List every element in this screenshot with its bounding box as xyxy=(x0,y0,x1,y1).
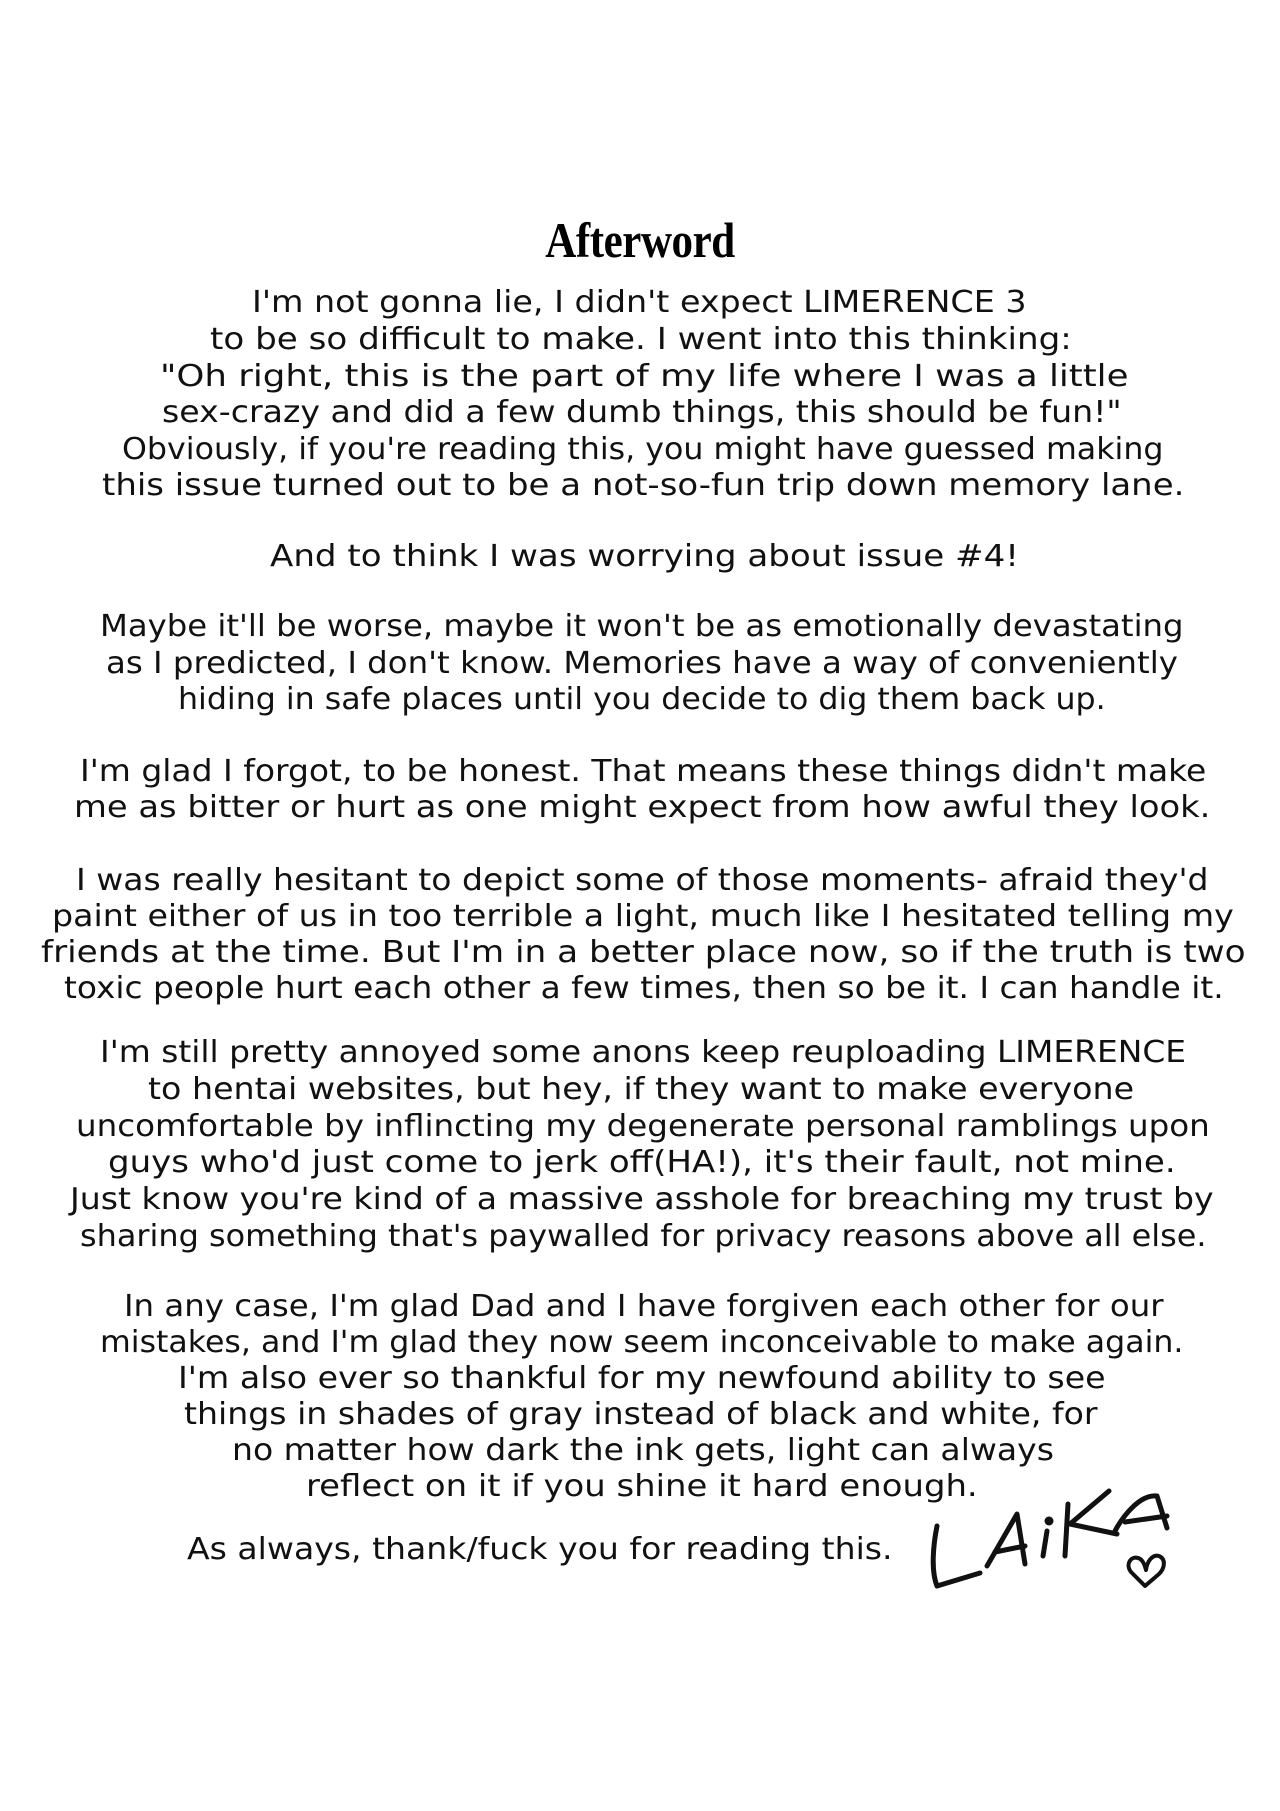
page-title: Afterword xyxy=(545,212,735,268)
paragraph-1-line: I'm not gonna lie, I didn't expect LIMERENCE 3 xyxy=(252,285,1027,320)
paragraph-3-line: hiding in safe places until you decide to dig them back up. xyxy=(178,682,1106,717)
paragraph-7-line: no matter how dark the ink gets, light can always xyxy=(232,1433,1054,1468)
paragraph-6-line: guys who'd just come to jerk off(HA!), it's their fault, not mine. xyxy=(108,1145,1176,1180)
paragraph-4-line: me as bitter or hurt as one might expect from how awful they look. xyxy=(74,790,1211,825)
paragraph-4-line: I'm glad I forgot, to be honest. That means these things didn't make xyxy=(80,754,1207,789)
paragraph-1-line: to be so difficult to make. I went into this thinking: xyxy=(210,322,1072,357)
paragraph-7-line: mistakes, and I'm glad they now seem inconceivable to make again. xyxy=(100,1325,1184,1360)
paragraph-1-line: "Oh right, this is the part of my life where I was a little xyxy=(160,359,1129,394)
paragraph-7-line: I'm also ever so thankful for my newfound ability to see xyxy=(178,1361,1106,1396)
paragraph-1-line: sex-crazy and did a few dumb things, this should be fun!" xyxy=(162,395,1122,430)
paragraph-5-line: paint either of us in too terrible a light, much like I hesitated telling my xyxy=(52,899,1234,934)
paragraph-5-line: I was really hesitant to depict some of those moments- afraid they'd xyxy=(76,863,1209,898)
paragraph-5-line: toxic people hurt each other a few times, then so be it. I can handle it. xyxy=(64,971,1224,1006)
paragraph-7-line: things in shades of gray instead of black and white, for xyxy=(184,1397,1098,1432)
paragraph-7-line: reflect on it if you shine it hard enough. xyxy=(306,1469,978,1504)
paragraph-1-line: this issue turned out to be a not-so-fun trip down memory lane. xyxy=(102,468,1185,503)
paragraph-3-line: Maybe it'll be worse, maybe it won't be as emotionally devastating xyxy=(100,609,1184,644)
paragraph-6-line: sharing something that's paywalled for privacy reasons above all else. xyxy=(80,1219,1207,1254)
paragraph-6-line: to hentai websites, but hey, if they want to make everyone xyxy=(148,1072,1135,1107)
paragraph-2-line: And to think I was worrying about issue #4! xyxy=(270,539,1019,574)
paragraph-6-line: I'm still pretty annoyed some anons keep reuploading LIMERENCE xyxy=(100,1035,1187,1070)
signature-laika xyxy=(925,1486,1185,1601)
heart-icon xyxy=(1129,1556,1164,1586)
paragraph-1-line: Obviously, if you're reading this, you might have guessed making xyxy=(122,432,1164,467)
paragraph-7-line: In any case, I'm glad Dad and I have forgiven each other for our xyxy=(124,1289,1164,1324)
paragraph-6-line: uncomfortable by inflincting my degenerate personal ramblings upon xyxy=(76,1109,1210,1144)
closing-line: As always, thank/fuck you for reading this. xyxy=(187,1532,893,1567)
paragraph-5-line: friends at the time. But I'm in a better place now, so if the truth is two xyxy=(41,935,1246,970)
paragraph-6-line: Just know you're kind of a massive asshole for breaching my trust by xyxy=(70,1182,1214,1217)
paragraph-3-line: as I predicted, I don't know. Memories have a way of conveniently xyxy=(106,646,1178,681)
